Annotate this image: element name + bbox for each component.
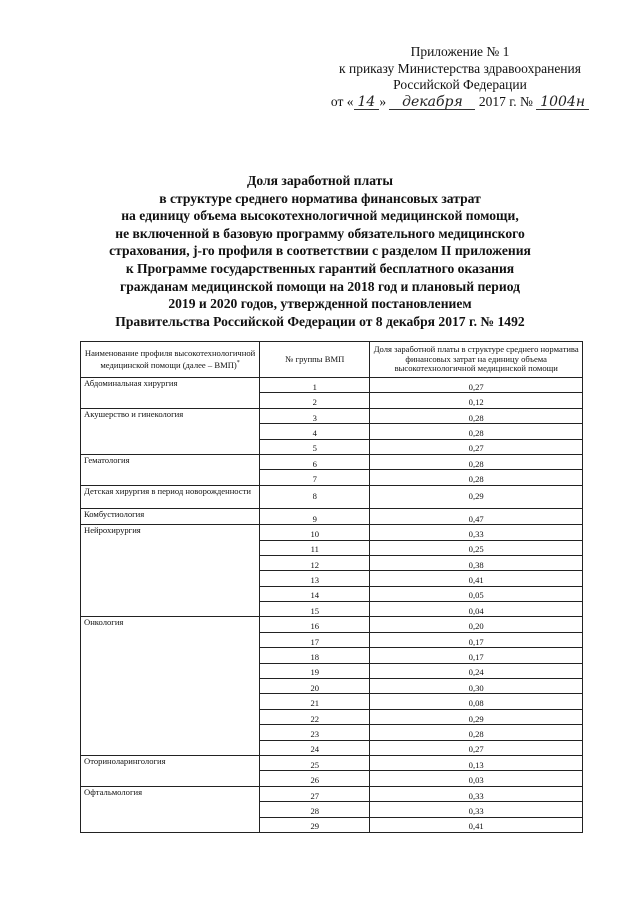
- header-group: № группы ВМП: [260, 342, 370, 378]
- profile-name: Абдоминальная хирургия: [81, 378, 260, 409]
- group-number: 4: [260, 424, 370, 439]
- group-number: 25: [260, 755, 370, 770]
- wage-share-value: 0,27: [370, 740, 583, 755]
- table-row: [81, 408, 583, 423]
- group-number: 19: [260, 663, 370, 678]
- table-row: [81, 617, 583, 632]
- title-line: на единицу объема высокотехнологичной медицинской помощи,: [121, 208, 519, 224]
- header-share: Доля заработной платы в структуре среднего норматива финансовых затрат на единицу объема высокотехнологичной медицинской помощи: [370, 342, 583, 378]
- wage-share-value: 0,17: [370, 632, 583, 647]
- wage-share-value: 0,24: [370, 663, 583, 678]
- wage-share-value: 0,28: [370, 470, 583, 485]
- group-number: 12: [260, 555, 370, 570]
- handwritten-day: 14: [354, 95, 380, 110]
- date-prefix: от «: [330, 93, 354, 109]
- wage-share-value: 0,20: [370, 617, 583, 632]
- date-year: 2017 г. №: [478, 93, 533, 109]
- appendix-title: Приложение № 1: [410, 44, 510, 59]
- group-number: 15: [260, 602, 370, 617]
- table-row: [81, 378, 583, 393]
- wage-share-value: 0,30: [370, 679, 583, 694]
- wage-share-value: 0,47: [370, 508, 583, 524]
- wage-share-value: 0,13: [370, 755, 583, 770]
- profile-name: Офтальмология: [81, 786, 260, 832]
- wage-share-value: 0,41: [370, 571, 583, 586]
- appendix-date-line: [300, 94, 620, 111]
- wage-share-value: 0,28: [370, 725, 583, 740]
- group-number: 14: [260, 586, 370, 601]
- group-number: 28: [260, 802, 370, 817]
- header-profile: Наименование профиля высокотехнологичной медицинской помощи (далее – ВМП)*: [81, 342, 260, 378]
- table-row: [81, 525, 583, 540]
- profile-name: Оториноларингология: [81, 755, 260, 786]
- date-mid: »: [379, 93, 387, 109]
- appendix-header: [300, 44, 620, 110]
- group-number: 6: [260, 454, 370, 469]
- table-row: [81, 485, 583, 508]
- group-number: 27: [260, 786, 370, 801]
- group-number: 18: [260, 648, 370, 663]
- group-number: 2: [260, 393, 370, 408]
- profile-name: Нейрохирургия: [81, 525, 260, 617]
- group-number: 7: [260, 470, 370, 485]
- wage-share-value: 0,29: [370, 485, 583, 508]
- table-row: [81, 508, 583, 524]
- group-number: 24: [260, 740, 370, 755]
- group-number: 1: [260, 378, 370, 393]
- profile-name: Комбустиология: [81, 508, 260, 524]
- group-number: 22: [260, 709, 370, 724]
- title-line: к Программе государственных гарантий бесплатного оказания: [125, 260, 515, 276]
- group-number: 5: [260, 439, 370, 454]
- group-number: 21: [260, 694, 370, 709]
- wage-share-value: 0,28: [370, 424, 583, 439]
- wage-share-value: 0,33: [370, 802, 583, 817]
- wage-share-value: 0,25: [370, 540, 583, 555]
- wage-share-value: 0,33: [370, 525, 583, 540]
- wage-share-value: 0,38: [370, 555, 583, 570]
- group-number: 26: [260, 771, 370, 786]
- table-row: [81, 755, 583, 770]
- title-line: 2019 и 2020 годов, утвержденной постановлением: [168, 296, 472, 312]
- appendix-order-line: к приказу Министерства здравоохранения: [339, 60, 581, 76]
- title-line: гражданам медицинской помощи на 2018 год и плановый период: [120, 278, 520, 294]
- group-number: 9: [260, 508, 370, 524]
- handwritten-number: 1004н: [536, 95, 589, 110]
- wage-share-value: 0,33: [370, 786, 583, 801]
- handwritten-month: декабря: [389, 95, 475, 110]
- wage-share-value: 0,17: [370, 648, 583, 663]
- wage-share-value: 0,08: [370, 694, 583, 709]
- table-row: [81, 454, 583, 469]
- group-number: 10: [260, 525, 370, 540]
- profile-name: Гематология: [81, 454, 260, 485]
- wage-share-table: [80, 341, 583, 833]
- wage-share-value: 0,28: [370, 454, 583, 469]
- wage-share-value: 0,04: [370, 602, 583, 617]
- wage-share-value: 0,29: [370, 709, 583, 724]
- profile-name: Онкология: [81, 617, 260, 756]
- title-line: в структуре среднего норматива финансовых затрат: [159, 190, 481, 206]
- group-number: 29: [260, 817, 370, 832]
- table-row: [81, 786, 583, 801]
- group-number: 8: [260, 485, 370, 508]
- group-number: 13: [260, 571, 370, 586]
- wage-share-value: 0,41: [370, 817, 583, 832]
- title-line: страхования, j-го профиля в соответствии с разделом II приложения: [109, 243, 531, 259]
- wage-share-value: 0,27: [370, 439, 583, 454]
- group-number: 20: [260, 679, 370, 694]
- table-header-row: [81, 342, 583, 378]
- profile-name: Акушерство и гинекология: [81, 408, 260, 454]
- title-line: Правительства Российской Федерации от 8 декабря 2017 г. № 1492: [115, 313, 525, 329]
- group-number: 3: [260, 408, 370, 423]
- group-number: 23: [260, 725, 370, 740]
- document-title: [60, 172, 580, 330]
- wage-share-value: 0,05: [370, 586, 583, 601]
- group-number: 16: [260, 617, 370, 632]
- wage-share-value: 0,12: [370, 393, 583, 408]
- group-number: 11: [260, 540, 370, 555]
- wage-share-value: 0,27: [370, 378, 583, 393]
- wage-share-value: 0,03: [370, 771, 583, 786]
- appendix-ministry-line: Российской Федерации: [393, 77, 527, 92]
- title-line: не включенной в базовую программу обязательного медицинского: [115, 225, 525, 241]
- wage-share-value: 0,28: [370, 408, 583, 423]
- title-line: Доля заработной платы: [247, 173, 393, 188]
- group-number: 17: [260, 632, 370, 647]
- profile-name: Детская хирургия в период новорожденности: [81, 485, 260, 508]
